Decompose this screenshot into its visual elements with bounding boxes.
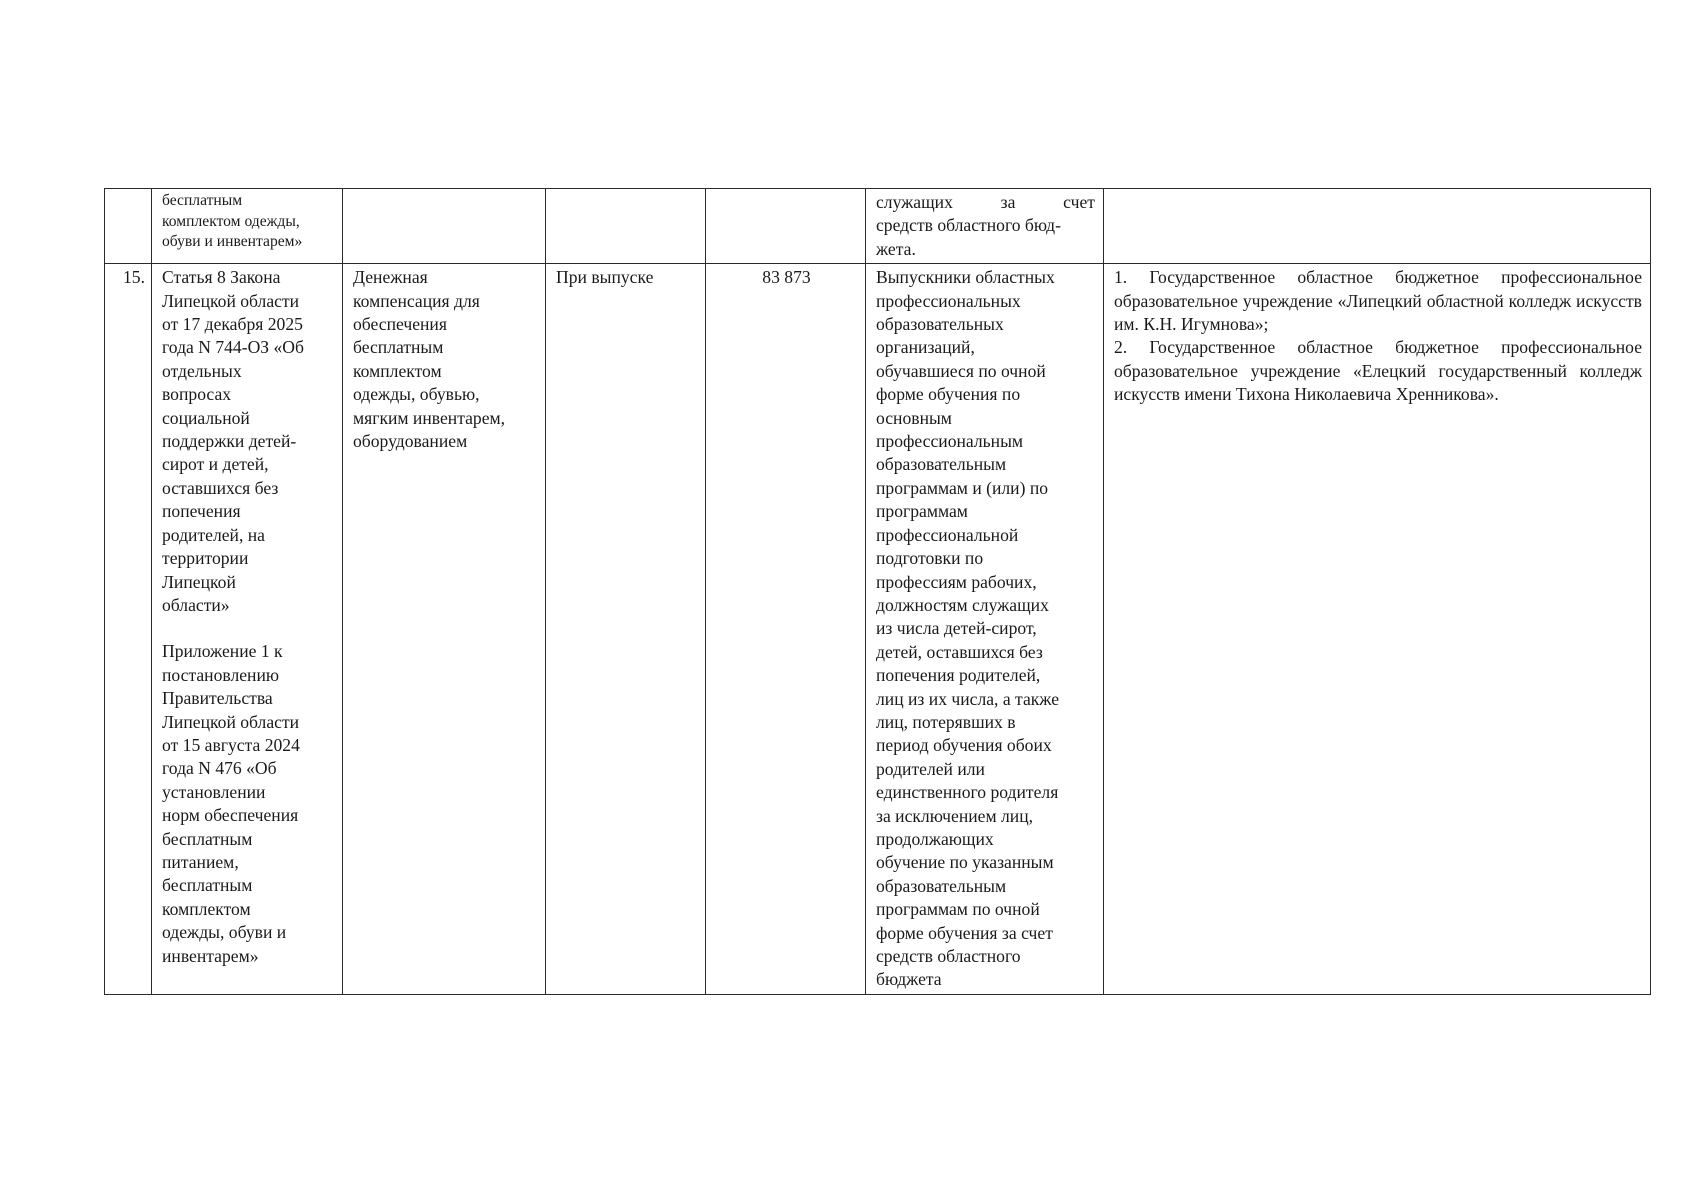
legal-basis-resolution: Приложение 1 к постановлению Правительства Липецкой области от 15 августа 2024 года N 476 «Об установлении норм обеспечения бесплатным питанием, бесплатным комплектом одежды, обуви и инвентарем» — [162, 641, 300, 966]
recipients-cell — [866, 189, 1104, 264]
row-number-cell — [105, 189, 152, 264]
frequency-cell — [546, 189, 706, 264]
benefits-table — [104, 188, 1651, 995]
organization-item — [1114, 266, 1642, 336]
legal-basis-cell: бесплатным комплектом одежды, обуви и инвентарем» — [152, 189, 343, 264]
organization-text: 2. Государственное областное бюджетное профессиональное образовательное учреждение «Елецкий государственный колледж искусств имени Тихона Николаевича Хренникова». — [1114, 337, 1642, 405]
table-row-continuation — [105, 189, 1651, 264]
organizations-cell — [1104, 264, 1651, 995]
amount-cell: 83 873 — [706, 264, 866, 995]
support-type-cell — [343, 189, 546, 264]
table-row-15 — [105, 264, 1651, 995]
organization-text: 1. Государственное областное бюджетное профессиональное образовательное учреждение «Липецкий областной колледж искусств им. К.Н. Игумнова»; — [1114, 267, 1642, 335]
legal-basis-law: Статья 8 Закона Липецкой области от 17 декабря 2025 года N 744-ОЗ «Об отдельных вопросах социальной поддержки детей- сирот и детей, оставшихся без попечения родителей, на территории Липецкой области» — [162, 267, 304, 615]
amount-cell — [706, 189, 866, 264]
frequency-cell: При выпуске — [546, 264, 706, 995]
row-number-cell: 15. — [105, 264, 152, 995]
organizations-cell — [1104, 189, 1651, 264]
recipients-line: служащих за счет — [876, 192, 1095, 212]
support-type-cell: Денежная компенсация для обеспечения бесплатным комплектом одежды, обувью, мягким инвентарем, оборудованием — [343, 264, 546, 995]
organization-item — [1114, 336, 1642, 406]
recipients-text: средств областного бюд- жета. — [876, 215, 1061, 259]
legal-basis-cell — [152, 264, 343, 995]
recipients-cell: Выпускники областных профессиональных образовательных организаций, обучавшиеся по очной форме обучения по основным профессиональным образовательным программам и (или) по программам профессиональной подготовки по профессиям рабочих, должностям служащих из числа детей-сирот, детей, оставшихся без попечения родителей, лиц из их числа, а также лиц, потерявших в период обучения обоих родителей или единственного родителя за исключением лиц, продолжающих обучение по указанным образовательным программам по очной форме обучения за счет средств областного бюджета — [866, 264, 1104, 995]
